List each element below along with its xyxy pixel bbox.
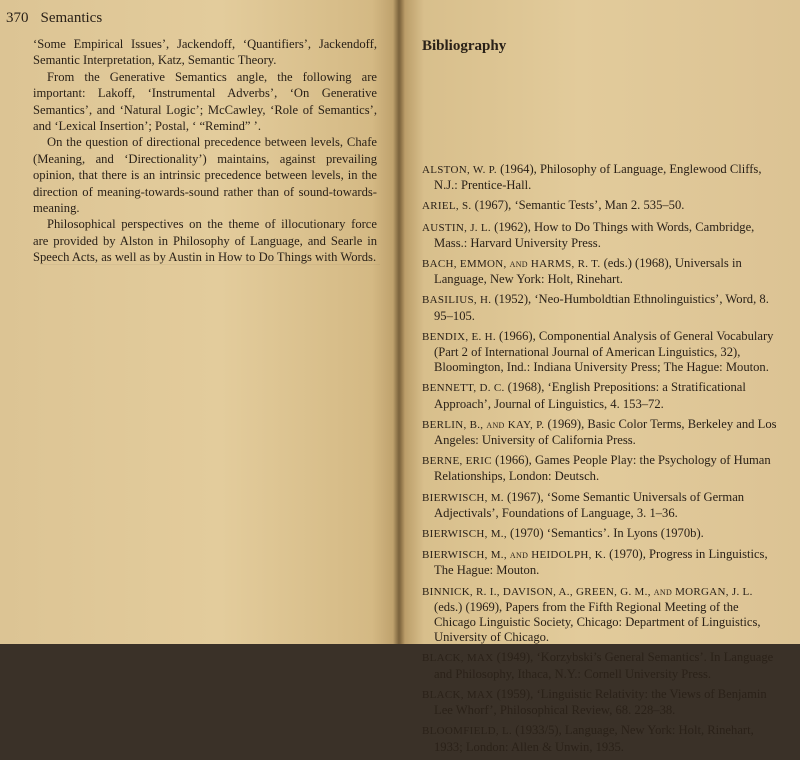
entry-details: (1962), How to Do Things with Words, Cambridge, Mass.: Harvard University Press. xyxy=(434,219,755,250)
entry-author: BENNETT, D. C. xyxy=(422,382,505,395)
bibliography-entry xyxy=(422,526,778,542)
bibliography-entry xyxy=(422,329,778,376)
bibliography-entry xyxy=(422,584,778,646)
bibliography-entry xyxy=(422,687,778,718)
paragraph: Philosophical perspectives on the theme of illocutionary force are provided by Alston in Philosophy of Language, and Searle in Speech Acts, as well as by Austin in How to Do Things with Words. xyxy=(33,217,377,265)
bibliography-entry xyxy=(422,417,778,448)
paragraph: ‘Some Empirical Issues’, Jackendoff, ‘Quantifiers’, Jackendoff, Semantic Interpretation, Katz, Semantic Theory. xyxy=(33,37,377,68)
page-number: 370 xyxy=(6,10,29,26)
entry-details: (1933/5), Language, New York: Holt, Rinehart, 1933; London: Allen & Unwin, 1935. xyxy=(434,723,754,754)
entry-author: BACH, EMMON, and HARMS, R. T. xyxy=(422,258,601,271)
entry-author: BIERWISCH, M. xyxy=(422,491,504,504)
entry-details: (1966), Games People Play: the Psychology of Human Relationships, London: Deutsch. xyxy=(434,453,771,484)
entry-details: (1967), ‘Some Semantic Universals of German Adjectivals’, Foundations of Language, 3. 1–36. xyxy=(434,489,745,520)
right-page xyxy=(400,0,800,754)
entry-details: (1970) ‘Semantics’. In Lyons (1970b). xyxy=(506,526,704,541)
bibliography-entry xyxy=(422,256,778,287)
bibliography-entry xyxy=(422,292,778,323)
entry-author: BLACK, MAX xyxy=(422,688,494,701)
running-head-title: Semantics xyxy=(40,10,103,26)
entry-details: (1959), ‘Linguistic Relativity: the Views of Benjamin Lee Whorf’, Philosophical Review, 68. 228–38. xyxy=(434,686,767,718)
entry-author: ALSTON, W. P. xyxy=(422,164,497,176)
entry-details: (1969), Basic Color Terms, Berkeley and Los Angeles: University of California Press. xyxy=(434,416,777,448)
bibliography-entry xyxy=(422,723,778,754)
bibliography-entry xyxy=(422,162,778,193)
running-head xyxy=(6,10,114,27)
entry-author: AUSTIN, J. L. xyxy=(422,221,491,234)
paragraph: On the question of directional precedence between levels, Chafe (Meaning, and ‘Directionality’) maintains, against prevailing opinion, that there is an intrinsic precedence between levels, in the direction of meaning-towards-sound rather than of sound-towards-meaning. xyxy=(33,135,377,216)
entry-author: BIERWISCH, M., and HEIDOLPH, K. xyxy=(422,549,606,562)
show-through xyxy=(40,250,380,640)
bibliography-list xyxy=(422,162,778,760)
left-page xyxy=(0,0,400,644)
entry-author: BASILIUS, H. xyxy=(422,294,492,307)
entry-details: (1949), ‘Korzybski’s General Semantics’. In Language and Philosophy, Ithaca, N.Y.: Cornell University Press. xyxy=(434,650,774,681)
bibliography-heading: Bibliography xyxy=(422,38,507,54)
entry-author: BLACK, MAX xyxy=(422,652,494,665)
left-body-text xyxy=(33,36,377,266)
bibliography-entry xyxy=(422,453,778,484)
entry-author: ARIEL, S. xyxy=(422,200,472,213)
bibliography-entry xyxy=(422,490,778,521)
entry-author: BINNICK, R. I., DAVISON, A., GREEN, G. M., and MORGAN, J. L. xyxy=(422,585,753,598)
entry-details: (1952), ‘Neo-Humboldtian Ethnolinguistics’, Word, 8. 95–105. xyxy=(434,292,769,323)
book-gutter xyxy=(393,0,405,644)
bibliography-entry xyxy=(422,198,778,214)
entry-details: (1967), ‘Semantic Tests’, Man 2. 535–50. xyxy=(471,198,685,213)
entry-details: (eds.) (1968), Universals in Language, New York: Holt, Rinehart. xyxy=(434,256,742,287)
bibliography-entry xyxy=(422,220,778,251)
paragraph: From the Generative Semantics angle, the following are important: Lakoff, ‘Instrumental Adverbs’, ‘On Generative Semantics’, and ‘Natural Logic’; McCawley, ‘Role of Semantics’, and ‘Lexical Insertion’; Postal, ‘ “Remind” ’. xyxy=(33,69,377,134)
entry-details: (1970), Progress in Linguistics, The Hague: Mouton. xyxy=(434,547,768,578)
entry-author: BLOOMFIELD, L. xyxy=(422,725,513,738)
entry-details: (1966), Componential Analysis of General Vocabulary (Part 2 of International Journal of American Linguistics, 32), Bloomington, Ind.: Indiana University Press; The Hague: Mouton. xyxy=(434,328,774,375)
entry-details: (1968), ‘English Prepositions: a Stratificational Approach’, Journal of Linguistics, 4. 153–72. xyxy=(434,380,746,411)
entry-author: BERLIN, B., and KAY, P. xyxy=(422,418,545,431)
bibliography-entry xyxy=(422,380,778,411)
entry-details: (eds.) (1969), Papers from the Fifth Regional Meeting of the Chicago Linguistic Society, Chicago: Department of Linguistics, University of Chicago. xyxy=(434,599,761,645)
entry-author: BIERWISCH, M., xyxy=(422,528,507,541)
bibliography-entry xyxy=(422,547,778,578)
entry-author: BERNE, ERIC xyxy=(422,455,492,468)
bibliography-entry xyxy=(422,650,778,681)
entry-author: BENDIX, E. H. xyxy=(422,330,496,343)
entry-details: (1964), Philosophy of Language, Englewood Cliffs, N.J.: Prentice-Hall. xyxy=(434,162,762,193)
